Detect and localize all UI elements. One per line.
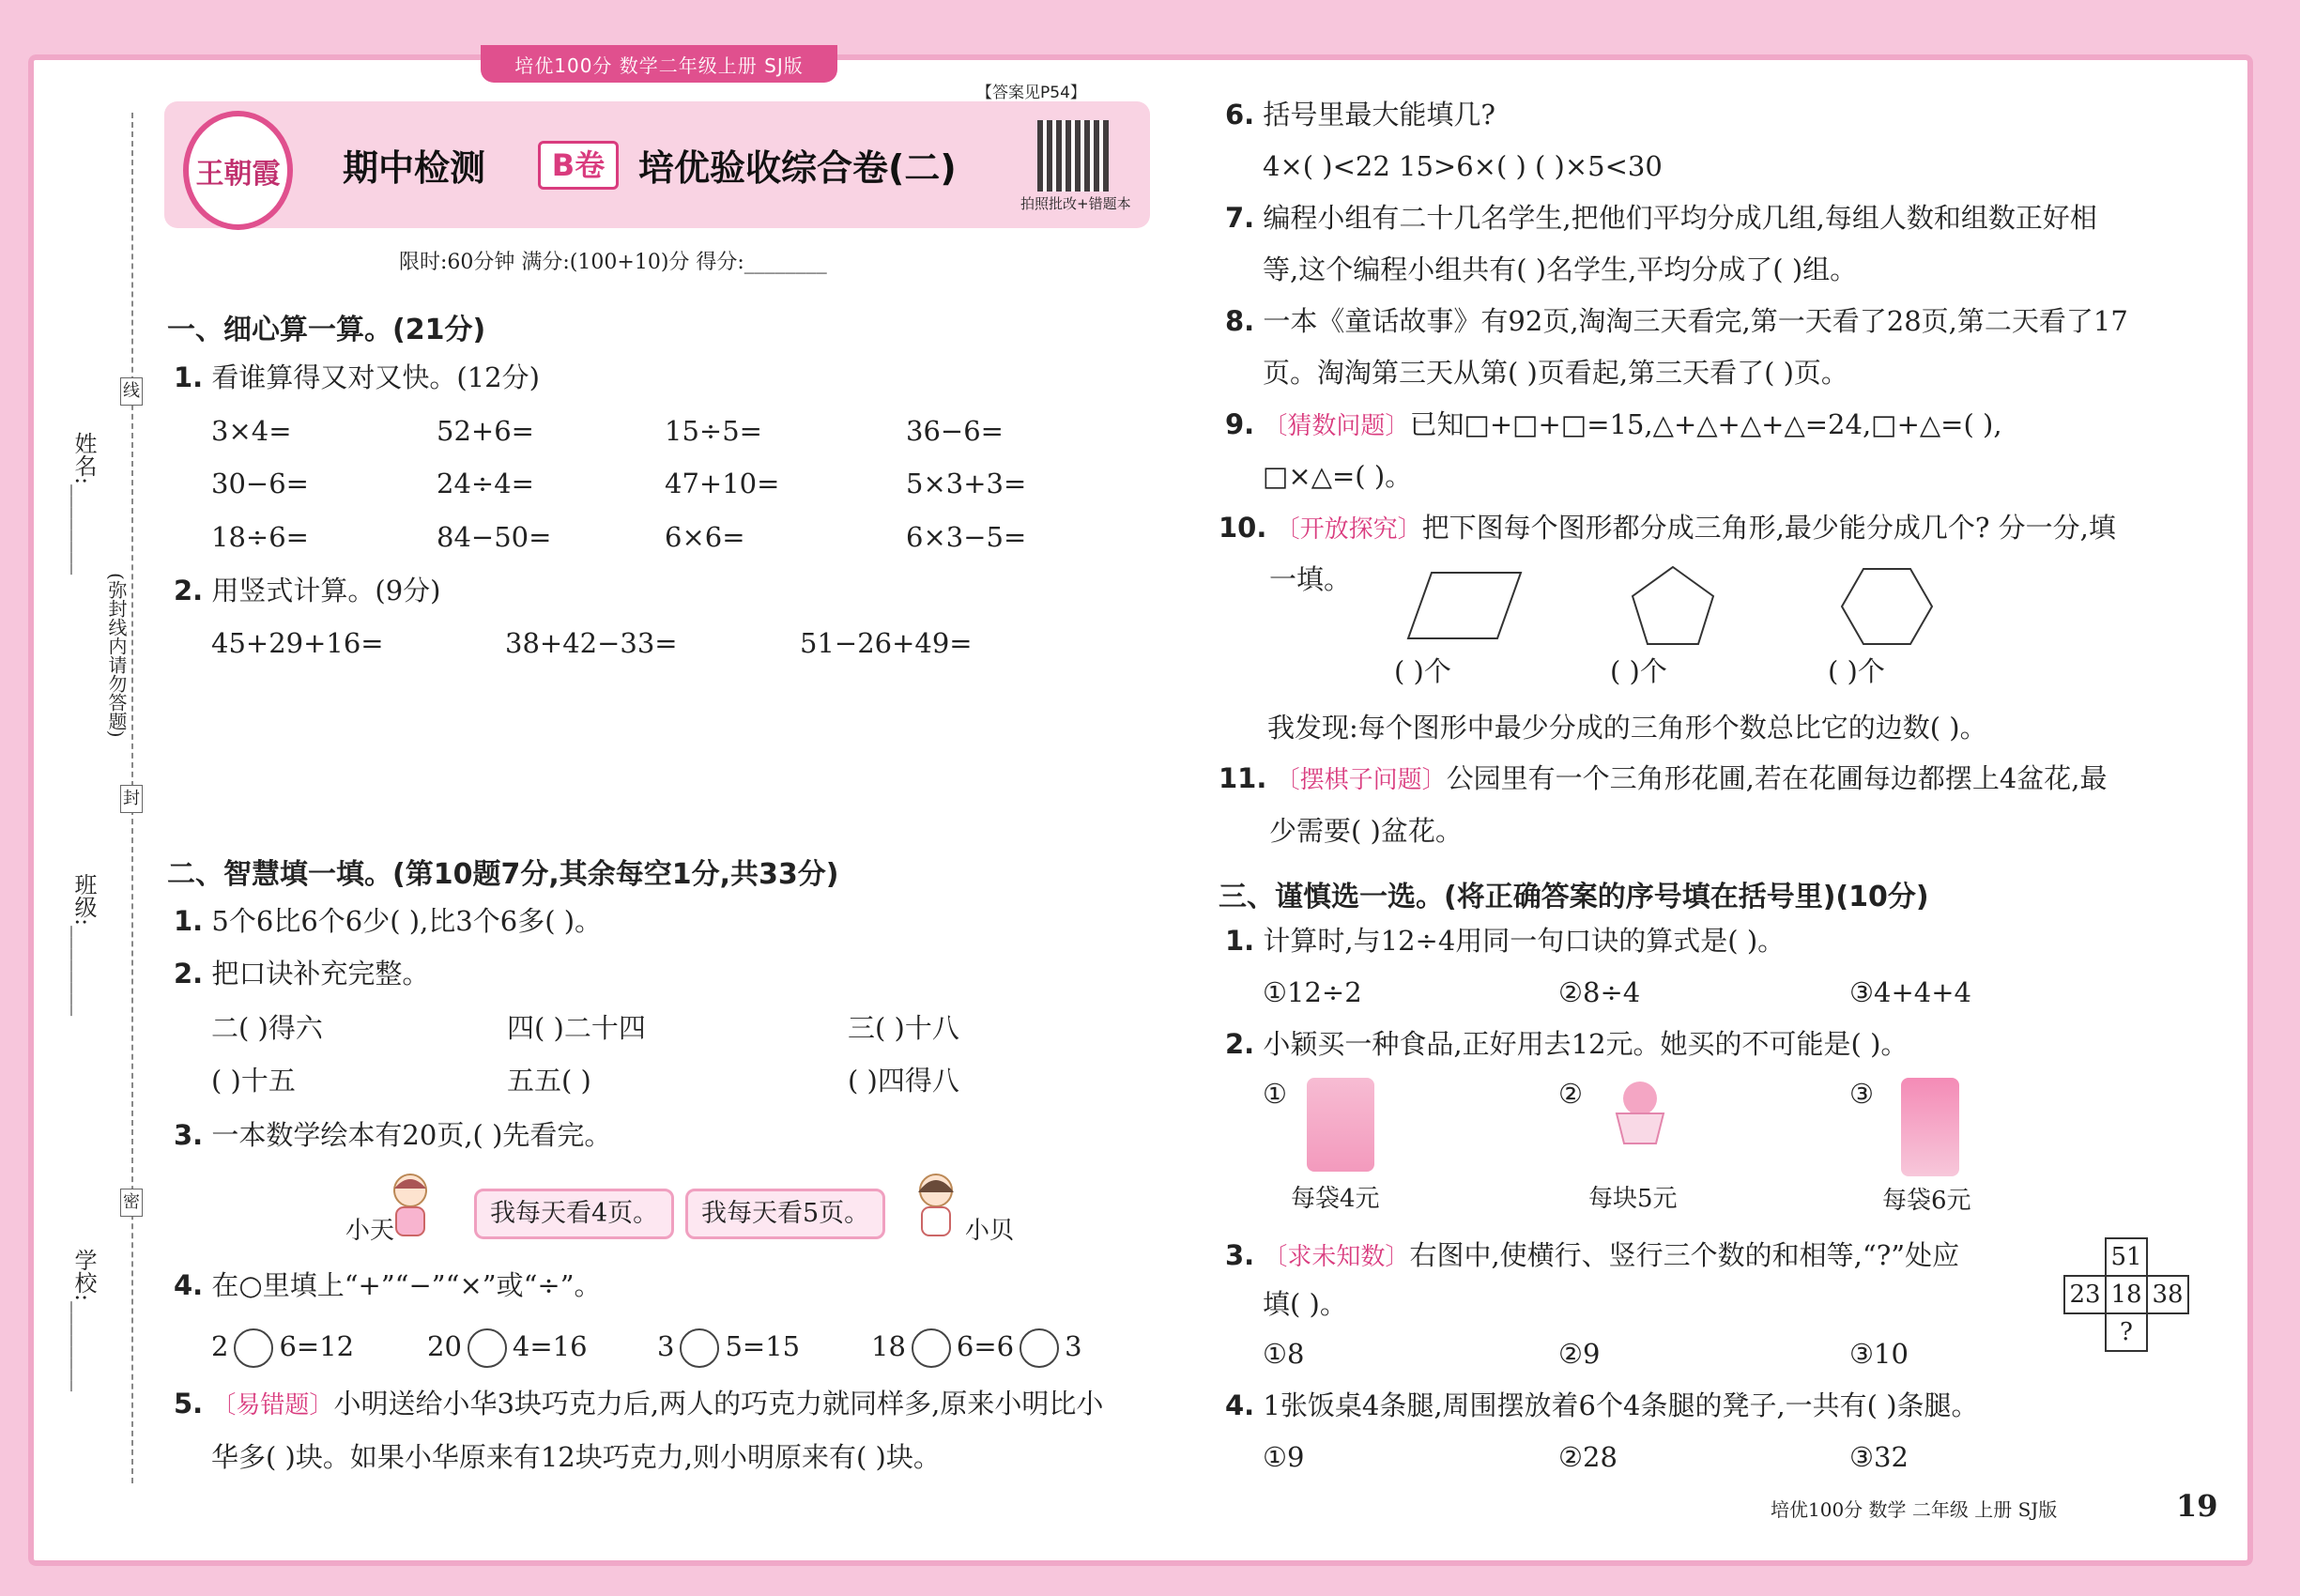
s3-q1-opt1[interactable]: ①12÷2 [1263, 976, 1362, 1008]
op-item-3 [657, 1328, 800, 1368]
s3-q1-opt2[interactable]: ②8÷4 [1558, 976, 1641, 1008]
page-frame [28, 54, 2253, 1566]
calc-r1c0: 30−6= [211, 468, 309, 499]
s3-q2-mark3[interactable]: ③ [1849, 1078, 1874, 1110]
name-field[interactable]: 姓名:________ [70, 432, 97, 575]
answer-circle[interactable] [234, 1328, 273, 1368]
parallelogram-shape [1403, 568, 1526, 647]
calc-r2c3: 6×3−5= [906, 521, 1027, 553]
paper-badge: B卷 [538, 141, 619, 190]
s3-q1-opt3[interactable]: ③4+4+4 [1849, 976, 1971, 1008]
q-number: 5. [174, 1388, 204, 1420]
op-right: 6=12 [279, 1330, 355, 1362]
snack-bag-image [1307, 1078, 1374, 1172]
section-3-title: 三、谨慎选一选。(将正确答案的序号填在括号里)(10分) [1219, 881, 1929, 913]
s3-q2-mark1[interactable]: ① [1263, 1078, 1287, 1110]
op-right: 3 [1065, 1330, 1082, 1362]
op-item-1 [211, 1328, 354, 1368]
cupcake-image [1607, 1078, 1673, 1149]
koujue-r0c2: 三( )十八 [848, 1012, 959, 1044]
s3-q2-price1: 每袋4元 [1291, 1185, 1380, 1213]
q-number: 10. [1219, 512, 1267, 544]
calc-r1c1: 24÷4= [437, 468, 534, 499]
s2-q1: 5个6比6个6少( ),比3个6多( )。 [211, 905, 603, 937]
exam-subtitle: 培优验收综合卷(二) [638, 147, 957, 189]
s2-q10-finding: 我发现:每个图形中最少分成的三角形个数总比它的边数( )。 [1267, 712, 1987, 744]
s3-q2-mark2[interactable]: ② [1558, 1078, 1583, 1110]
calc-r0c0: 3×4= [211, 415, 292, 447]
calc-r2c2: 6×6= [665, 521, 745, 553]
s3-q4-opt2[interactable]: ②28 [1558, 1441, 1618, 1473]
s2-q8-line1: 一本《童话故事》有92页,淘淘三天看完,第一天看了28页,第二天看了17 [1263, 305, 2128, 337]
exam-header [164, 101, 1150, 228]
s2-q7-line2: 等,这个编程小组共有( )名学生,平均分成了( )组。 [1263, 253, 1858, 285]
s2-q8-line2: 页。淘淘第三天从第( )页看起,第三天看了( )页。 [1263, 357, 1848, 389]
koujue-r0c1: 四( )二十四 [507, 1012, 646, 1044]
vert-calc-1: 45+29+16= [211, 627, 384, 659]
s3-q3-opt2[interactable]: ②9 [1558, 1338, 1601, 1370]
s2-q7-line1: 编程小组有二十几名学生,把他们平均分成几组,每组人数和组数正好相 [1263, 202, 2097, 234]
s1-q1: 看谁算得又对又快。(12分) [211, 361, 540, 393]
vert-calc-2: 38+42−33= [505, 627, 678, 659]
op-item-2 [427, 1328, 588, 1368]
exam-title: 期中检测 [343, 147, 486, 189]
op-left: 20 [427, 1330, 462, 1362]
seal-notice: (弥封线内请勿答题) [105, 573, 128, 738]
q-number: 6. [1225, 99, 1255, 130]
qr-label: 拍照批改+错题本 [1020, 195, 1131, 212]
page-number: 19 [2176, 1488, 2218, 1524]
s2-q9-line1: 已知□+□+□=15,△+△+△+△=24,□+△=( ), [1409, 408, 2002, 440]
calc-r2c1: 84−50= [437, 521, 552, 553]
section-2-title: 二、智慧填一填。(第10题7分,其余每空1分,共33分) [167, 858, 839, 891]
s2-q2: 把口诀补充完整。 [211, 958, 430, 990]
tag-chess-problem: 〔摆棋子问题〕 [1275, 766, 1447, 794]
exam-meta: 限时:60分钟 满分:(100+10)分 得分:________ [399, 251, 827, 274]
q-number: 4. [1225, 1389, 1255, 1421]
calc-r0c2: 15÷5= [665, 415, 762, 447]
s3-q3-line2: 填( )。 [1263, 1288, 1347, 1320]
calc-r1c2: 47+10= [665, 468, 780, 499]
s3-q3-line1: 右图中,使横行、竖行三个数的和相等,“?”处应 [1409, 1239, 1960, 1271]
s2-q5-line1: 小明送给小华3块巧克力后,两人的巧克力就同样多,原来小明比小 [333, 1388, 1104, 1420]
op-right: 5=15 [725, 1330, 801, 1362]
tag-open-explore: 〔开放探究〕 [1275, 515, 1422, 544]
q-number: 1. [174, 905, 204, 937]
tag-guess-number: 〔猜数问题〕 [1263, 412, 1410, 440]
page-footer: 培优100分 数学 二年级 上册 SJ版 [1771, 1498, 2058, 1521]
q-number: 1. [1225, 925, 1255, 957]
op-left: 3 [657, 1330, 675, 1362]
q-number: 2. [174, 958, 204, 990]
answer-circle[interactable] [1020, 1328, 1059, 1368]
class-field[interactable]: 班级:________ [70, 873, 97, 1017]
s2-q10-line1: 把下图每个图形都分成三角形,最少能分成几个? 分一分,填 [1421, 512, 2116, 544]
s2-q4: 在○里填上“+”“−”“×”或“÷”。 [211, 1269, 602, 1301]
q-number: 4. [174, 1269, 204, 1301]
s2-q11-line2: 少需要( )盆花。 [1269, 815, 1463, 847]
boy-name: 小天 [345, 1217, 395, 1245]
answer-circle[interactable] [680, 1328, 719, 1368]
speech-bubble-boy: 我每天看4页。 [474, 1189, 674, 1239]
vert-calc-3: 51−26+49= [800, 627, 973, 659]
op-left: 2 [211, 1330, 229, 1362]
grid-cell-right: 38 [2147, 1276, 2188, 1313]
s3-q2: 小颖买一种食品,正好用去12元。她买的不可能是( )。 [1263, 1028, 1909, 1060]
koujue-r1c0: ( )十五 [211, 1065, 296, 1097]
s2-q6-items: 4×( )<22 15>6×( ) ( )×5<30 [1263, 150, 1663, 182]
q-number: 8. [1225, 305, 1255, 337]
koujue-r1c1: 五五( ) [507, 1065, 591, 1097]
school-field[interactable]: 学校:________ [70, 1249, 97, 1392]
s3-q2-price3: 每袋6元 [1882, 1187, 1971, 1215]
q-number: 9. [1225, 408, 1255, 440]
speech-bubble-girl: 我每天看5页。 [685, 1189, 885, 1239]
grid-cell-unknown: ? [2106, 1313, 2147, 1351]
answer-circle[interactable] [468, 1328, 507, 1368]
s2-q10-line2: 一填。 [1269, 563, 1352, 595]
q-number: 7. [1225, 202, 1255, 234]
section-1-title: 一、细心算一算。(21分) [167, 314, 486, 346]
series-banner: 培优100分 数学二年级上册 SJ版 [481, 45, 837, 83]
seal-mark-line: 线 [120, 377, 143, 406]
grid-cell-center: 18 [2106, 1276, 2147, 1313]
answer-reference: 【答案见P54】 [976, 84, 1086, 102]
grid-cell-left: 23 [2064, 1276, 2106, 1313]
s3-q3-opt1[interactable]: ①8 [1263, 1338, 1305, 1370]
shape-answer-2[interactable]: ( )个 [1610, 655, 1667, 687]
calc-r0c1: 52+6= [437, 415, 534, 447]
shape-answer-3[interactable]: ( )个 [1828, 655, 1885, 687]
s2-q11-line1: 公园里有一个三角形花圃,若在花圃每边都摆上4盆花,最 [1446, 762, 2108, 794]
koujue-r0c0: 二( )得六 [211, 1012, 323, 1044]
op-right: 4=16 [512, 1330, 588, 1362]
q-number: 1. [174, 361, 204, 393]
s1-q2: 用竖式计算。(9分) [211, 575, 441, 606]
tag-easy-mistake: 〔易错题〕 [211, 1391, 334, 1420]
s3-q3-opt3[interactable]: ③10 [1849, 1338, 1909, 1370]
shape-answer-1[interactable]: ( )个 [1394, 655, 1451, 687]
op-item-4 [871, 1328, 1082, 1368]
op-mid: 6=6 [956, 1330, 1015, 1362]
s3-q2-price2: 每块5元 [1588, 1185, 1678, 1213]
op-left: 18 [871, 1330, 906, 1362]
seal-mark-seal: 封 [120, 785, 143, 813]
q-number: 11. [1219, 762, 1267, 794]
q-number: 3. [1225, 1239, 1255, 1271]
calc-r0c3: 36−6= [906, 415, 1004, 447]
s3-q4: 1张饭桌4条腿,周围摆放着6个4条腿的凳子,一共有( )条腿。 [1263, 1389, 1979, 1421]
answer-circle[interactable] [912, 1328, 951, 1368]
qr-code-icon[interactable] [1037, 120, 1109, 192]
q-number: 3. [174, 1119, 204, 1151]
girl-name: 小贝 [965, 1217, 1015, 1245]
seed-pack-image [1901, 1078, 1959, 1176]
number-cross-grid [2063, 1237, 2189, 1352]
q-number: 2. [1225, 1028, 1255, 1060]
pentagon-shape [1629, 563, 1718, 652]
s3-q4-opt3[interactable]: ③32 [1849, 1441, 1909, 1473]
girl-icon [911, 1172, 961, 1237]
grid-cell-top: 51 [2106, 1238, 2147, 1276]
tag-unknown-number: 〔求未知数〕 [1263, 1243, 1410, 1271]
s2-q9-line2: □×△=( )。 [1263, 460, 1413, 492]
koujue-r1c2: ( )四得八 [848, 1065, 959, 1097]
brand-logo: 王朝霞 [183, 111, 293, 230]
hexagon-shape [1840, 566, 1934, 651]
seal-mark-bind: 密 [120, 1189, 143, 1217]
s2-q6: 括号里最大能填几? [1263, 99, 1495, 130]
s3-q1: 计算时,与12÷4用同一句口诀的算式是( )。 [1263, 925, 1786, 957]
calc-r1c3: 5×3+3= [906, 468, 1027, 499]
s2-q5-line2: 华多( )块。如果小华原来有12块巧克力,则小明原来有( )块。 [211, 1441, 941, 1473]
q-number: 2. [174, 575, 204, 606]
s3-q4-opt1[interactable]: ①9 [1263, 1441, 1305, 1473]
s2-q3: 一本数学绘本有20页,( )先看完。 [211, 1119, 612, 1151]
calc-r2c0: 18÷6= [211, 521, 309, 553]
